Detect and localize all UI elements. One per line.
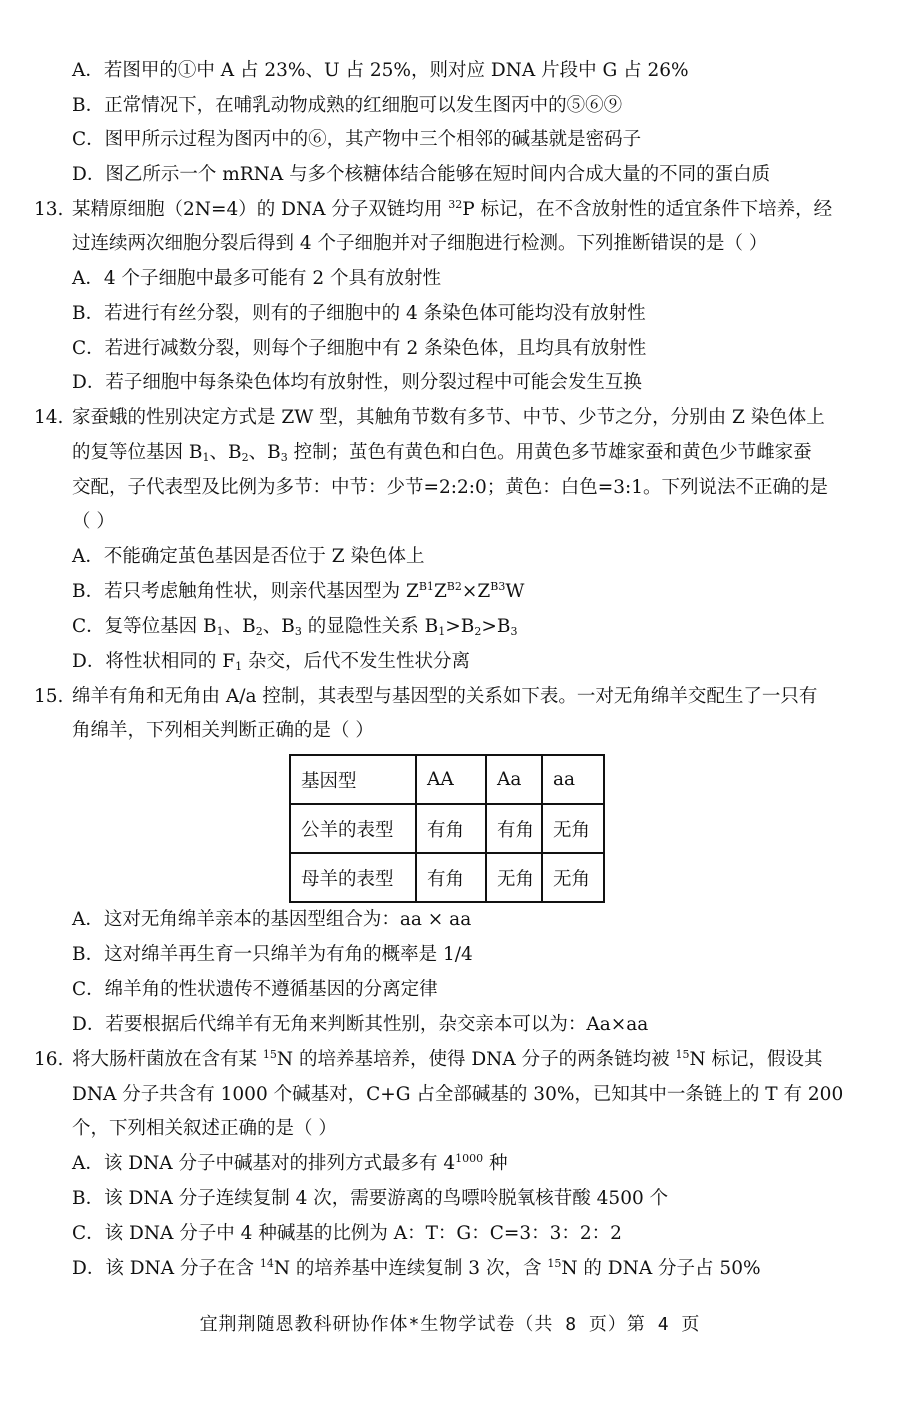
table-row xyxy=(290,804,604,853)
q15-option-a: A．这对无角绵羊亲本的基因型组合为：aa × aa xyxy=(72,909,472,930)
table-cell: 基因型 xyxy=(290,755,416,804)
q16-option-d: D．该 DNA 分子在含 $^{14}$N 的培养基中连续复制 3 次，含 $^{15}$N 的 DNA 分子占 50% xyxy=(72,1257,761,1279)
q14-number: 14. xyxy=(34,407,64,428)
q12-option-d: D．图乙所示一个 mRNA 与多个核糖体结合能够在短时间内合成大量的不同的蛋白质 xyxy=(72,164,771,185)
q16-option-c: C．该 DNA 分子中 4 种碱基的比例为 A：T：G：C=3：3：2：2 xyxy=(72,1223,622,1244)
q14-option-d: D．将性状相同的 $F_1$ 杂交，后代不发生性状分离 xyxy=(72,651,470,673)
q16-stem-line2: DNA 分子共含有 1000 个碱基对，C+G 占全部碱基的 30%，已知其中一条链上的 T 有 200 xyxy=(72,1084,844,1105)
table-cell: 无角 xyxy=(542,853,604,902)
table-cell: Aa xyxy=(486,755,542,804)
q13-option-c: C．若进行减数分裂，则每个子细胞中有 2 条染色体，且均具有放射性 xyxy=(72,338,647,359)
q14-stem-line1: 家蚕蛾的性别决定方式是 ZW 型，其触角节数有多节、中节、少节之分，分别由 Z 染色体上 xyxy=(72,407,825,428)
table-row xyxy=(290,853,604,902)
q15-stem-line2: 角绵羊，下列相关判断正确的是（ ） xyxy=(72,720,374,741)
q14-option-c: C．复等位基因 $B_1$、$B_2$、$B_3$ 的显隐性关系 $B_1>B_2>B_3$ xyxy=(72,616,518,638)
q13-number: 13. xyxy=(34,199,64,220)
table-cell: 有角 xyxy=(416,853,486,902)
q16-stem-line3: 个，下列相关叙述正确的是（ ） xyxy=(72,1118,337,1139)
q15-number: 15. xyxy=(34,686,64,707)
table-cell: 无角 xyxy=(542,804,604,853)
q13-stem-line1: 某精原细胞（2N=4）的 DNA 分子双链均用 $^{32}$P 标记，在不含放射性的适宜条件下培养，经 xyxy=(72,198,833,220)
q14-stem-line4: （ ） xyxy=(72,511,115,532)
table-cell: 有角 xyxy=(416,804,486,853)
genotype-phenotype-table xyxy=(289,754,605,903)
page-footer: 宜荆荆随恩教科研协作体*生物学试卷（共 8 页）第 4 页 xyxy=(199,1314,701,1335)
q13-stem-line2: 过连续两次细胞分裂后得到 4 个子细胞并对子细胞进行检测。下列推断错误的是（ ） xyxy=(72,233,768,254)
table-cell: AA xyxy=(416,755,486,804)
q14-option-a: A．不能确定茧色基因是否位于 Z 染色体上 xyxy=(72,546,425,567)
q13-option-d: D．若子细胞中每条染色体均有放射性，则分裂过程中可能会发生互换 xyxy=(72,372,642,393)
q15-stem-line1: 绵羊有角和无角由 A/a 控制，其表型与基因型的关系如下表。一对无角绵羊交配生了一只有 xyxy=(72,686,818,707)
q12-option-b: B．正常情况下，在哺乳动物成熟的红细胞可以发生图丙中的⑤⑥⑨ xyxy=(72,95,623,116)
q16-stem-line1: 将大肠杆菌放在含有某 $^{15}$N 的培养基培养，使得 DNA 分子的两条链均被 $^{15}$N 标记，假设其 xyxy=(72,1048,823,1070)
table-cell: aa xyxy=(542,755,604,804)
q16-option-a: A．该 DNA 分子中碱基对的排列方式最多有 $4^{1000}$ 种 xyxy=(72,1152,508,1174)
q13-option-a: A．4 个子细胞中最多可能有 2 个具有放射性 xyxy=(72,268,442,289)
q16-number: 16. xyxy=(34,1049,64,1070)
q14-option-b: B．若只考虑触角性状，则亲代基因型为 $Z^{B1}Z^{B2}\times Z^{B3}W$ xyxy=(72,580,525,602)
q15-option-b: B．这对绵羊再生育一只绵羊为有角的概率是 1/4 xyxy=(72,944,473,965)
q15-option-d: D．若要根据后代绵羊有无角来判断其性别，杂交亲本可以为：Aa×aa xyxy=(72,1014,649,1035)
q14-stem-line2: 的复等位基因 $B_1$、$B_2$、$B_3$ 控制；茧色有黄色和白色。用黄色多节雄家蚕和黄色少节雌家蚕 xyxy=(72,442,812,464)
q12-option-c: C．图甲所示过程为图丙中的⑥，其产物中三个相邻的碱基就是密码子 xyxy=(72,129,642,150)
table-cell: 有角 xyxy=(486,804,542,853)
table-cell: 公羊的表型 xyxy=(290,804,416,853)
table-cell: 无角 xyxy=(486,853,542,902)
q15-option-c: C．绵羊角的性状遗传不遵循基因的分离定律 xyxy=(72,979,438,1000)
q13-option-b: B．若进行有丝分裂，则有的子细胞中的 4 条染色体可能均没有放射性 xyxy=(72,303,646,324)
table-header-row xyxy=(290,755,604,804)
q12-option-a: A．若图甲的①中 A 占 23%、U 占 25%，则对应 DNA 片段中 G 占 26% xyxy=(72,60,689,81)
table-cell: 母羊的表型 xyxy=(290,853,416,902)
q16-option-b: B．该 DNA 分子连续复制 4 次，需要游离的鸟嘌呤脱氧核苷酸 4500 个 xyxy=(72,1188,669,1209)
q14-stem-line3: 交配，子代表型及比例为多节：中节：少节=2:2:0；黄色：白色=3:1。下列说法不正确的是 xyxy=(72,477,829,498)
